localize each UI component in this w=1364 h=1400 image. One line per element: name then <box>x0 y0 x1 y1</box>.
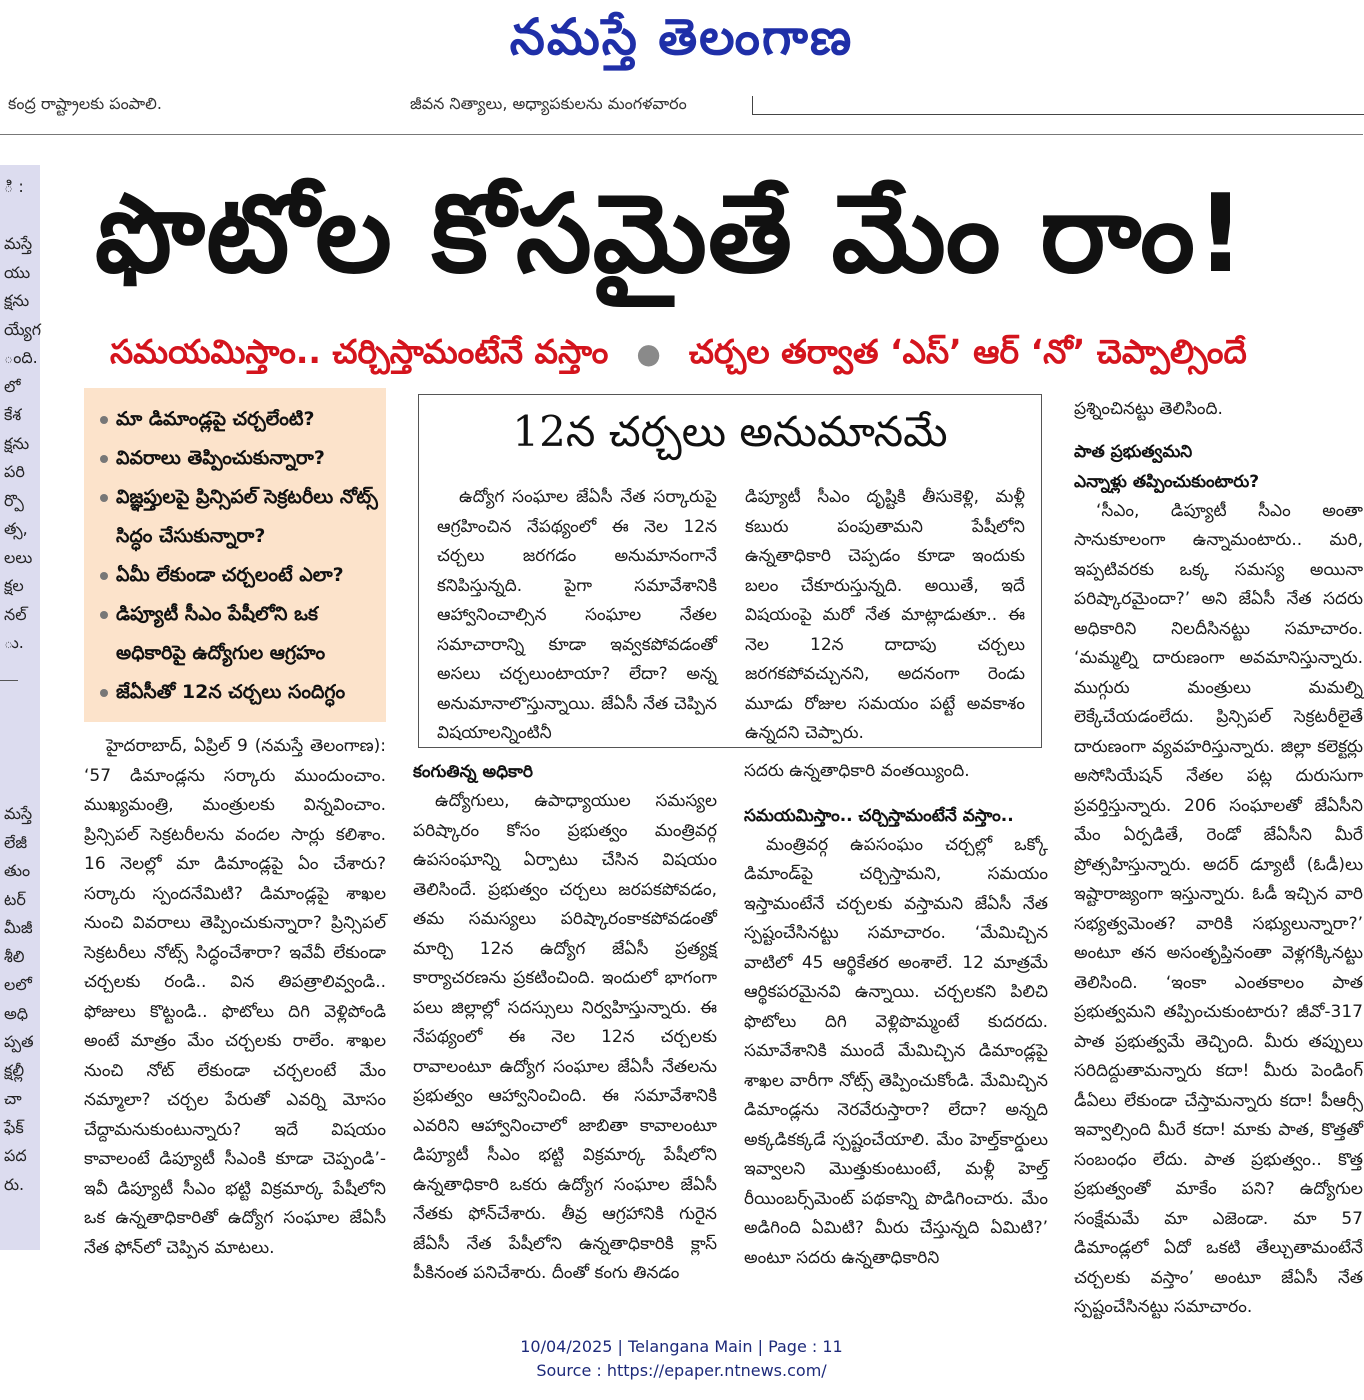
sidebar-story-text <box>437 483 717 749</box>
adjacent-column-line: ు. <box>4 633 24 652</box>
masthead <box>0 0 1363 80</box>
adjacent-column-line: ంది. <box>4 348 38 367</box>
adjacent-column-line: కేశ <box>4 405 22 424</box>
adjacent-column-line: క్షను <box>4 291 30 310</box>
adjacent-column-line: మస్తే <box>4 234 33 253</box>
adjacent-column-line: లో <box>4 376 21 396</box>
adjacent-column-line: పరి <box>4 462 25 481</box>
article-paragraph <box>1074 497 1363 1323</box>
subheadline <box>110 332 1360 379</box>
adjacent-column-rule <box>0 680 18 681</box>
sidebar-story-title: 12న చర్చలు అనుమానమే <box>512 407 948 456</box>
masthead-divider <box>0 134 1363 135</box>
adjacent-column-line: ి : <box>4 177 24 196</box>
adjacent-column-line: ర్పొ <box>4 490 24 510</box>
article-paragraph <box>744 831 1048 1274</box>
subheadline-separator: ● <box>636 337 661 370</box>
adjacent-column-line: ప్పత <box>4 1032 34 1051</box>
top-strip-rule <box>752 96 1364 115</box>
highlight-item: మా డిమాండ్లపై చర్చలేంటి? <box>94 400 380 439</box>
section-subheading: కంగుతిన్న అధికారి <box>413 762 533 782</box>
highlight-item: ఏమీ లేకుండా చర్చలంటే ఎలా? <box>94 556 380 595</box>
footer-date-page: 10/04/2025 | Telangana Main | Page : 11 <box>520 1337 843 1356</box>
top-strip <box>0 88 1363 118</box>
article-lead-paragraph <box>84 732 386 1263</box>
adjacent-column-line: క్షల్లీ <box>4 1060 25 1080</box>
subheadline-left: సమయమిస్తాం.. చర్చిస్తామంటేనే వస్తాం <box>110 332 609 371</box>
adjacent-column-line: త్స, <box>4 519 28 538</box>
adjacent-column-line: య్యేగ <box>4 319 42 339</box>
article-column-1 <box>84 732 386 1263</box>
highlights-box <box>84 388 386 722</box>
adjacent-column-line: అధి <box>4 1003 29 1023</box>
adjacent-column-line: రు. <box>4 1174 25 1194</box>
highlight-item: విజ్ఞప్తులపై ప్రిన్సిపల్ సెక్రటరీలు నోట్స్ సిద్ధం చేసుకున్నారా? <box>94 478 380 556</box>
section-subheading: సమయమిస్తాం.. చర్చిస్తామంటేనే వస్తాం.. <box>744 805 1014 826</box>
sidebar-story-text-1: ఉద్యోగ సంఘాల జేఏసీ నేత సర్కారుపై ఆగ్రహించిన నేపథ్యంలో ఈ నెల 12న చర్చలు జరగడం అనుమానంగానే కనిపిస్తున్నది. పైగా సమావేశానికి ఆహ్వానించాల్సిన సంఘాల నేతల సమాచారాన్ని కూడా ఇవ్వకపోవడంతో అసలు చర్చలుంటాయా? లేదా? అన్న అనుమానాలొస్తున్నాయి. జేఏసీ నేత చెప్పిన విషయాలన్నింటినీ <box>437 487 717 743</box>
adjacent-column-line: మస్తే <box>4 804 33 823</box>
adjacent-column-line: లలో <box>4 975 32 994</box>
article-lead-text: హైదరాబాద్, ఏప్రిల్ 9 (నమస్తే తెలంగాణ): ‘57 డిమాండ్లను సర్కారు ముందుంచాం. ముఖ్యమంత్రి, మంత్రులకు విన్నవించాం. ప్రిన్సిపల్ సెక్రటరీలను వందల సార్లు కలిశాం. 16 నెలల్లో మా డిమాండ్లపై ఏం చేశారు? సర్కారు స్పందనేమిటి? డిమాండ్లపై శాఖల నుంచి వివరాలు తెప్పించుకున్నారా? ప్రిన్సిపల్ సెక్రటరీలు నోట్స్ సిద్ధంచేశారా? ఇవేవీ లేకుండా చర్చలకు రండి.. విన తిపత్రాలివ్వండి.. ఫోజులు కొట్టండి.. ఫొటోలు దిగి వెళ్లిపోండి అంటే మాత్రం మేం చర్చలకు రాలేం. శాఖల నుంచి నోట్ లేకుండా చర్చలంటే మేం నమ్మాలా? చర్చల పేరుతో ఎవర్ని మోసం చేద్దామనుకుంటున్నారు? ఇదే విషయం కావాలంటే డిప్యూటీ సీఎంకి కూడా చెప్పండి’- ఇవీ డిప్యూటీ సీఎం భట్టి విక్రమార్క పేషీలోని ఒక ఉన్నతాధికారితో ఉద్యోగ సంఘాల జేఏసీ నేత ఫోన్‌లో చెప్పిన మాటలు. <box>84 736 386 1258</box>
continued-line: ప్రశ్నించినట్టు తెలిసింది. <box>1074 399 1223 419</box>
adjacent-column-line: పద <box>4 1146 27 1165</box>
highlight-item: వివరాలు తెప్పించుకున్నారా? <box>94 439 380 478</box>
sidebar-story-box <box>418 394 1042 748</box>
adjacent-column-line: యు <box>4 262 31 282</box>
adjacent-column-line: ఫేక్ <box>4 1117 24 1137</box>
article-paragraph-text: ‘సీఎం, డిప్యూటీ సీఎం అంతా సానుకూలంగా ఉన్నామంటారు.. మరి, ఇప్పటివరకు ఒక్క సమస్య అయినా పరిష్కారమైందా?’ అని జేఏసీ నేత సదరు అధికారిని నిలదీసినట్టు సమాచారం. ‘మమ్మల్ని దారుణంగా అవమానిస్తున్నారు. ముగ్గురు మంత్రులు మమల్ని లెక్కేచేయడంలేదు. ప్రిన్సిపల్ సెక్రటరీలైతే దారుణంగా వ్యవహరిస్తున్నారు. జిల్లా కలెక్టర్లు అసోసియేషన్ నేతల పట్ల దురుసుగా ప్రవర్తిస్తున్నారు. 206 సంఘాలతో జేఏసీని మేం ఏర్పడితే, రెండో జేఏసీని మీరే ప్రోత్సహిస్తున్నారు. అదర్ డ్యూటీ (ఓడీ)లు ఇష్టారాజ్యంగా ఇస్తున్నారు. ఓడీ ఇచ్చిన వారి సభ్యత్వమెంత? వారికి సభ్యులున్నారా?’ అంటూ తన అసంతృప్తినంతా వెళ్లగక్కినట్టు తెలిసింది. ‘ఇంకా ఎంతకాలం పాత ప్రభుత్వమని తప్పించుకుంటారు? జీవో-317 పాత ప్రభుత్వమే తెచ్చింది. మీరు తప్పులు సరిదిద్దుతామన్నారు కదా! మీరు పెండింగ్ డీఏలు లేకుండా చేస్తామన్నారు కదా! పీఆర్సీ ఇవ్వాల్సింది మీరే కదా! మాకు పాత, కొత్తతో సంబంధం లేదు. పాత ప్రభుత్వం.. కొత్త ప్రభుత్వంతో మాకేం పని? ఉద్యోగుల సంక్షేమమే మా ఎజెండా. మా 57 డిమాండ్లలో ఏదో ఒకటి తేల్చుతామంటేనే చర్చలకు వస్తాం’ అంటూ జేఏసీ నేత స్పష్టంచేసినట్టు సమాచారం. <box>1074 500 1363 1317</box>
top-strip-left-text: కంద్ర రాష్ట్రాలకు పంపాలి. <box>8 94 162 113</box>
article-paragraph-text: ఉద్యోగులు, ఉపాధ్యాయుల సమస్యల పరిష్కారం కోసం ప్రభుత్వం మంత్రివర్గ ఉపసంఘాన్ని ఏర్పాటు చేసిన విషయం తెలిసిందే. ప్రభుత్వం చర్చలు జరపకపోవడం, తమ సమస్యలు పరిష్కారంకాకపోవడంతో మార్చి 12న ఉద్యోగ జేఏసీ ప్రత్యక్ష కార్యాచరణను ప్రకటించింది. ఇందులో భాగంగా పలు జిల్లాల్లో సదస్సులు నిర్వహిస్తున్నారు. ఈ నేపథ్యంలో ఈ నెల 12న చర్చలకు రావాలంటూ ఉద్యోగ సంఘాల జేఏసీ నేతలను ప్రభుత్వం ఆహ్వానించింది. ఈ సమావేశానికి ఎవరిని ఆహ్వానించాలో జాబితా కావాలంటూ డిప్యూటీ సీఎం భట్టి విక్రమార్క పేషీలోని ఉన్నతాధికారి ఒకరు ఉద్యోగ సంఘాల జేఏసీ నేతకు ఫోన్‌చేశారు. తీవ్ర ఆగ్రహానికి గురైన జేఏసీ నేత పేషీలోని ఉన్నతాధికారికి క్లాస్ పీకినంత పనిచేశారు. దీంతో కంగు తినడం <box>413 791 717 1283</box>
article-paragraph <box>413 787 717 1289</box>
article-column-4 <box>1074 395 1363 1317</box>
page-footer <box>0 1335 1363 1383</box>
adjacent-column-line: తుం <box>4 861 31 880</box>
adjacent-article-column <box>0 165 40 1250</box>
adjacent-column-line: లలు <box>4 547 33 567</box>
footer-source: Source : https://epaper.ntnews.com/ <box>536 1361 827 1380</box>
adjacent-column-line: క్షల <box>4 576 24 595</box>
section-subheading-line-2: ఎన్నాళ్లు తప్పించుకుంటారు? <box>1074 471 1260 492</box>
highlight-item: డిప్యూటీ సీఎం పేషీలోని ఒక అధికారిపై ఉద్యోగుల ఆగ్రహం <box>94 595 380 673</box>
adjacent-column-line: టర్ <box>4 889 26 909</box>
article-column-2 <box>413 757 717 1289</box>
sidebar-story-column-1 <box>437 483 717 749</box>
headline: ఫొటోల కోసమైతే మేం రాం! <box>95 172 1247 297</box>
adjacent-column-line: లేజీ <box>4 832 28 852</box>
adjacent-column-line: క్షను <box>4 433 30 453</box>
continued-line: సదరు ఉన్నతాధికారి వంతయ్యింది. <box>744 761 970 781</box>
sidebar-story-column-2 <box>745 483 1025 749</box>
highlight-item: జేఏసీతో 12న చర్చలు సందిగ్ధం <box>94 673 380 712</box>
adjacent-column-line: శీలి <box>4 946 25 966</box>
adjacent-column-line: మీజీ <box>4 918 33 937</box>
article-paragraph-text: మంత్రివర్గ ఉపసంఘం చర్చల్లో ఒక్కో డిమాండ్‌పై చర్చిస్తామని, సమయం ఇస్తామంటేనే చర్చలకు వస్తామని జేఏసీ నేత స్పష్టంచేసినట్టు సమాచారం. ‘మేమిచ్చిన వాటిలో 45 ఆర్థికేతర అంశాలే. 12 మాత్రమే ఆర్థికపరమైనవి ఉన్నాయి. చర్చలకని పిలిచి ఫొటోలు దిగి వెళ్లిపొమ్మంటే కుదరదు. సమావేశానికి ముందే మేమిచ్చిన డిమాండ్లపై శాఖల వారీగా నోట్స్ తెప్పించుకోండి. మేమిచ్చిన డిమాండ్లను నెరవేరుస్తారా? లేదా? అన్నది అక్కడికక్కడే స్పష్టంచేయాలి. మేం హెల్త్‌కార్డులు ఇవ్వాలని మొత్తుకుంటుంటే, మళ్లీ హెల్త్ రీయింబర్స్‌మెంట్ పథకాన్ని పొడిగించారు. మేం అడిగింది ఏమిటి? మీరు చేస్తున్నది ఏమిటి?’ అంటూ సదరు ఉన్నతాధికారిని <box>744 834 1048 1268</box>
sidebar-story-text-2: డిప్యూటీ సీఎం దృష్టికి తీసుకెళ్లి, మళ్లీ కబురు పంపుతామని పేషీలోని ఉన్నతాధికారి చెప్పడం కూడా ఇందుకు బలం చేకూరుస్తున్నది. అయితే, ఇదే విషయంపై మరో నేత మాట్లాడుతూ.. ఈ నెల 12న దాదాపు చర్చలు జరగకపోవచ్చునని, అదనంగా రెండు మూడు రోజుల సమయం పట్టే అవకాశం ఉన్నదని చెప్పారు. <box>745 487 1025 743</box>
article-column-3 <box>744 757 1048 1273</box>
newspaper-logo-title: నమస్తే తెలంగాణ <box>509 8 854 66</box>
highlights-list <box>84 388 386 712</box>
subheadline-right: చర్చల తర్వాత ‘ఎస్’ ఆర్ ‘నో’ చెప్పాల్సిందే <box>688 332 1247 371</box>
section-subheading-line-1: పాత ప్రభుత్వమని <box>1074 441 1193 462</box>
adjacent-column-line: చా <box>4 1089 22 1108</box>
top-strip-mid-text: జీవన నిత్యాలు, అధ్యాపకులను మంగళవారం <box>410 94 687 113</box>
adjacent-column-line: నల్ <box>4 604 27 624</box>
